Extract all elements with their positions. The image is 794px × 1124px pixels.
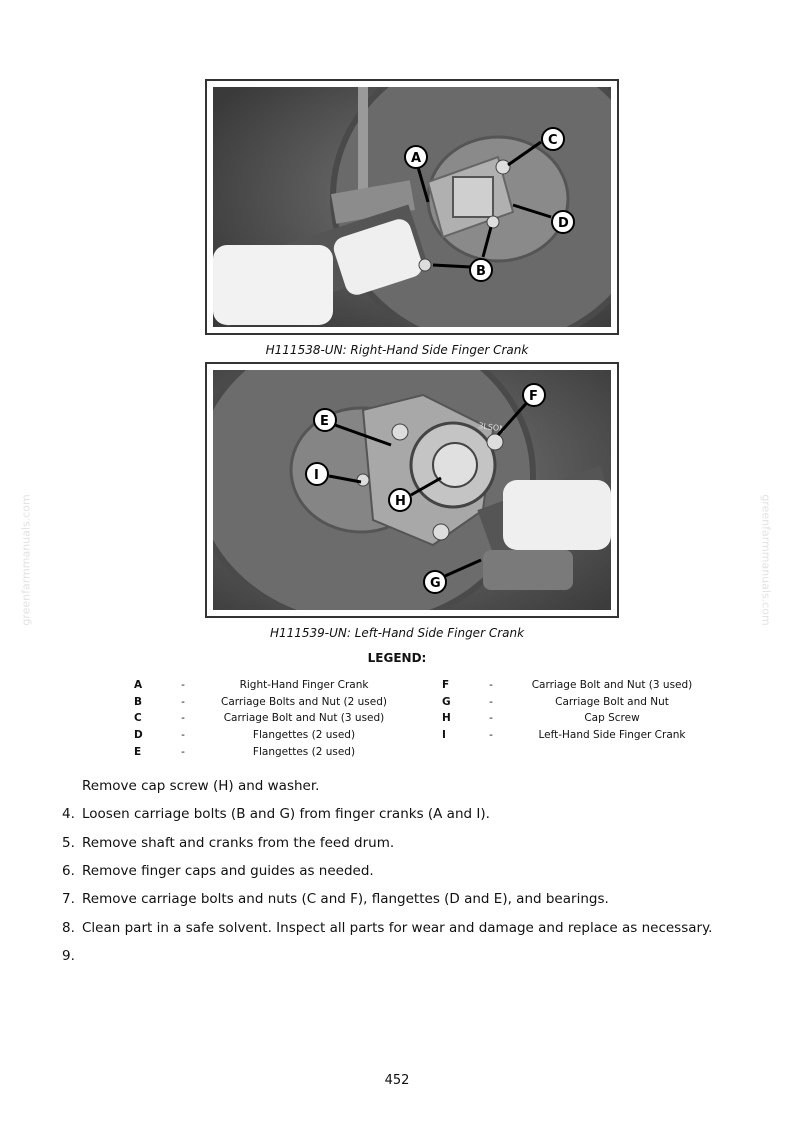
legend-dash: - [181,679,185,691]
legend-dash: - [181,712,185,724]
callout-g [424,571,446,593]
legend-row [0,695,794,709]
legend-title: LEGEND: [367,651,427,665]
step-number: 9. [62,948,75,964]
step-text: Remove carriage bolts and nuts (C and F), flangettes (D and E), and bearings. [82,891,609,907]
step-item [62,863,374,879]
legend-key: A [134,679,143,691]
svg-text:C: C [548,133,558,148]
svg-text:A: A [411,151,422,166]
step-text: Clean part in a safe solvent. Inspect all parts for wear and damage and replace as necessary. [82,920,713,936]
photo-left-hand-finger-crank [213,370,611,610]
legend-key: F [442,679,450,691]
legend-value: Carriage Bolts and Nut (2 used) [220,696,388,708]
svg-text:H: H [395,494,406,509]
legend-row [0,745,794,759]
legend-row [0,728,794,742]
step-item [62,806,490,822]
watermark-right: greenfarmmanuals.com [759,494,773,626]
step-number: 6. [62,863,75,879]
figure-right-hand-crank [205,79,619,335]
step-number: 7. [62,891,75,907]
step-number: 5. [62,835,75,851]
legend-value: Cap Screw [584,712,640,724]
legend-value: Left-Hand Side Finger Crank [538,729,686,741]
legend-key: D [134,729,143,741]
legend-dash: - [489,696,493,708]
legend-dash: - [181,696,185,708]
svg-text:G: G [430,576,441,591]
legend-value: Flangettes (2 used) [252,729,356,741]
step-item [62,778,319,794]
svg-text:F: F [529,389,538,404]
legend-key: B [134,696,143,708]
photo-right-hand-finger-crank [213,87,611,327]
bearing-stamp: 3LSON [477,421,506,434]
legend-value: Flangettes (2 used) [252,746,356,758]
legend-dash: - [181,729,185,741]
page-number: 452 [384,1073,410,1088]
step-item [62,920,712,936]
legend-dash: - [489,729,493,741]
step-text: Remove cap screw (H) and washer. [82,778,320,794]
step-item [62,835,394,851]
legend-value: Carriage Bolt and Nut (3 used) [531,679,693,691]
figure-caption-2: H111539-UN: Left-Hand Side Finger Crank [269,626,525,640]
callout-c [542,128,564,150]
step-text: Loosen carriage bolts (B and G) from finger cranks (A and I). [82,806,490,822]
svg-text:E: E [320,414,329,429]
legend-dash: - [489,712,493,724]
callout-e [314,409,336,431]
watermark-left: greenfarmmanuals.com [19,494,33,626]
step-text: Remove finger caps and guides as needed. [82,863,374,879]
legend-key: H [442,712,451,724]
figure-caption-1: H111538-UN: Right-Hand Side Finger Crank [265,343,529,357]
step-item [62,891,609,907]
figure-left-hand-crank [205,362,619,618]
step-number: 8. [62,920,75,936]
legend-value: Carriage Bolt and Nut [555,696,669,708]
legend-key: I [442,729,446,741]
step-item [62,948,82,964]
legend-value: Right-Hand Finger Crank [239,679,369,691]
legend-key: G [442,696,451,708]
callout-h [389,489,411,511]
callout-d [552,211,574,233]
callout-a [405,146,427,168]
legend-key: E [134,746,142,758]
legend-dash: - [181,746,185,758]
svg-text:I: I [314,468,319,483]
legend-value: Carriage Bolt and Nut (3 used) [223,712,385,724]
svg-text:B: B [476,264,486,279]
legend-row [0,711,794,725]
svg-text:D: D [558,216,569,231]
callout-f [523,384,545,406]
callout-i [306,463,328,485]
legend-dash: - [489,679,493,691]
callout-b [470,259,492,281]
step-text: Remove shaft and cranks from the feed drum. [82,835,395,851]
step-number: 4. [62,806,75,822]
legend-row [0,678,794,692]
legend-key: C [134,712,142,724]
